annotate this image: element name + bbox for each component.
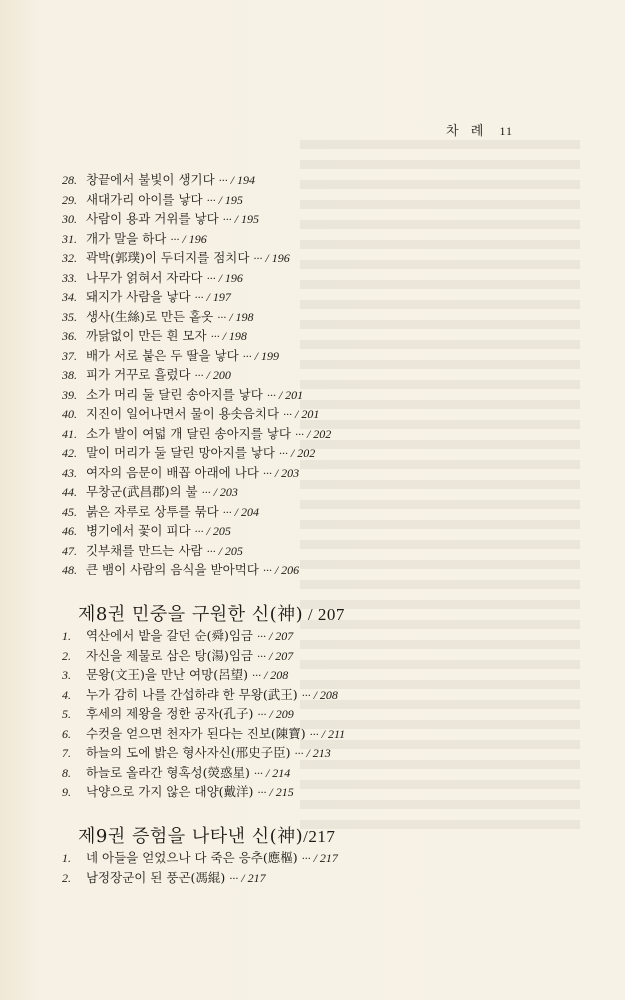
toc-entry[interactable]: 41. 소가 발이 여덟 개 달린 송아지를 낳다 ··· / 202	[62, 425, 332, 441]
header-title: 차 례	[446, 124, 488, 139]
toc-entry[interactable]: 3. 문왕(文王)을 만난 여망(呂望) ··· / 208	[62, 667, 289, 682]
entry-list-chapter-9	[62, 848, 582, 887]
chapter-page: /217	[303, 827, 336, 846]
toc-entry[interactable]: 47. 깃부채를 만드는 사람 ··· / 205	[62, 542, 243, 558]
toc-entry[interactable]: 32. 곽박(郭璞)이 두더지를 점치다 ··· / 196	[62, 250, 290, 265]
toc-entry[interactable]: 43. 여자의 음문이 배꼽 아래에 나다 ··· / 203	[62, 464, 300, 480]
toc-entry[interactable]: 38. 피가 거꾸로 흘렀다 ··· / 200	[62, 367, 231, 382]
toc-entry[interactable]: 6. 수컷을 얻으면 천자가 된다는 진보(陳寶) ··· / 211	[62, 725, 346, 741]
toc-entry[interactable]: 33. 나무가 얽혀서 자라다 ··· / 196	[62, 269, 243, 285]
toc-entry[interactable]: 37. 배가 서로 붙은 두 딸을 낳다 ··· / 199	[62, 347, 280, 363]
running-header	[446, 120, 513, 139]
toc-entry[interactable]: 1. 네 아들을 얻었으나 다 죽은 응추(應樞) ··· / 217	[62, 850, 338, 865]
toc-entry[interactable]: 7. 하늘의 도에 밝은 형사자신(邢史子臣) ··· / 213	[62, 745, 331, 760]
toc-entry[interactable]: 4. 누가 감히 나를 간섭하랴 한 무왕(武王) ··· / 208	[62, 686, 338, 702]
toc-entry[interactable]: 30. 사람이 용과 거위를 낳다 ··· / 195	[62, 211, 259, 226]
chapter-title: 제9권 증험을 나타낸 신(神)	[78, 826, 304, 847]
toc-entry[interactable]: 8. 하늘로 올라간 형혹성(熒惑星) ··· / 214	[62, 764, 291, 780]
toc-entry[interactable]: 2. 자신을 제물로 삼은 탕(湯)임금 ··· / 207	[62, 647, 294, 663]
entry-list-chapter-8	[62, 626, 582, 802]
toc-entry[interactable]: 42. 말이 머리가 둘 달린 망아지를 낳다 ··· / 202	[62, 445, 316, 460]
toc-entry[interactable]: 40. 지진이 일어나면서 물이 용솟음치다 ··· / 201	[62, 406, 320, 421]
chapter-heading-9[interactable]	[78, 822, 335, 848]
toc-entry[interactable]: 35. 생사(生絲)로 만든 홑옷 ··· / 198	[62, 308, 254, 324]
toc-entry[interactable]: 28. 창끝에서 불빛이 생기다 ··· / 194	[62, 172, 256, 187]
chapter-page: / 207	[303, 605, 345, 624]
header-page-number: 11	[499, 124, 513, 138]
toc-entry[interactable]: 39. 소가 머리 둘 달린 송아지를 낳다 ··· / 201	[62, 386, 304, 402]
toc-entry[interactable]: 29. 새대가리 아이를 낳다 ··· / 195	[62, 191, 243, 207]
toc-entry[interactable]: 34. 돼지가 사람을 낳다 ··· / 197	[62, 289, 231, 304]
toc-entry[interactable]: 31. 개가 말을 하다 ··· / 196	[62, 230, 207, 246]
toc-entry[interactable]: 9. 낙양으로 가지 않은 대양(戴洋) ··· / 215	[62, 784, 294, 799]
toc-entry[interactable]: 36. 까닭없이 만든 흰 모자 ··· / 198	[62, 328, 247, 343]
entry-list-continued	[62, 170, 582, 580]
toc-entry[interactable]: 46. 병기에서 꽃이 피다 ··· / 205	[62, 523, 231, 538]
chapter-heading-8[interactable]	[78, 600, 345, 626]
chapter-title: 제8권 민중을 구원한 신(神)	[78, 604, 304, 625]
toc-entry[interactable]: 1. 역산에서 밭을 갈던 순(舜)임금 ··· / 207	[62, 628, 294, 643]
toc-entry[interactable]: 44. 무창군(武昌郡)의 불 ··· / 203	[62, 484, 238, 499]
toc-entry[interactable]: 45. 붉은 자루로 상투를 묶다 ··· / 204	[62, 503, 259, 519]
toc-entry[interactable]: 2. 남정장군이 된 풍곤(馮緄) ··· / 217	[62, 869, 266, 885]
toc-entry[interactable]: 5. 후세의 제왕을 정한 공자(孔子) ··· / 209	[62, 706, 294, 721]
toc-entry[interactable]: 48. 큰 뱀이 사람의 음식을 받아먹다 ··· / 206	[62, 562, 300, 577]
